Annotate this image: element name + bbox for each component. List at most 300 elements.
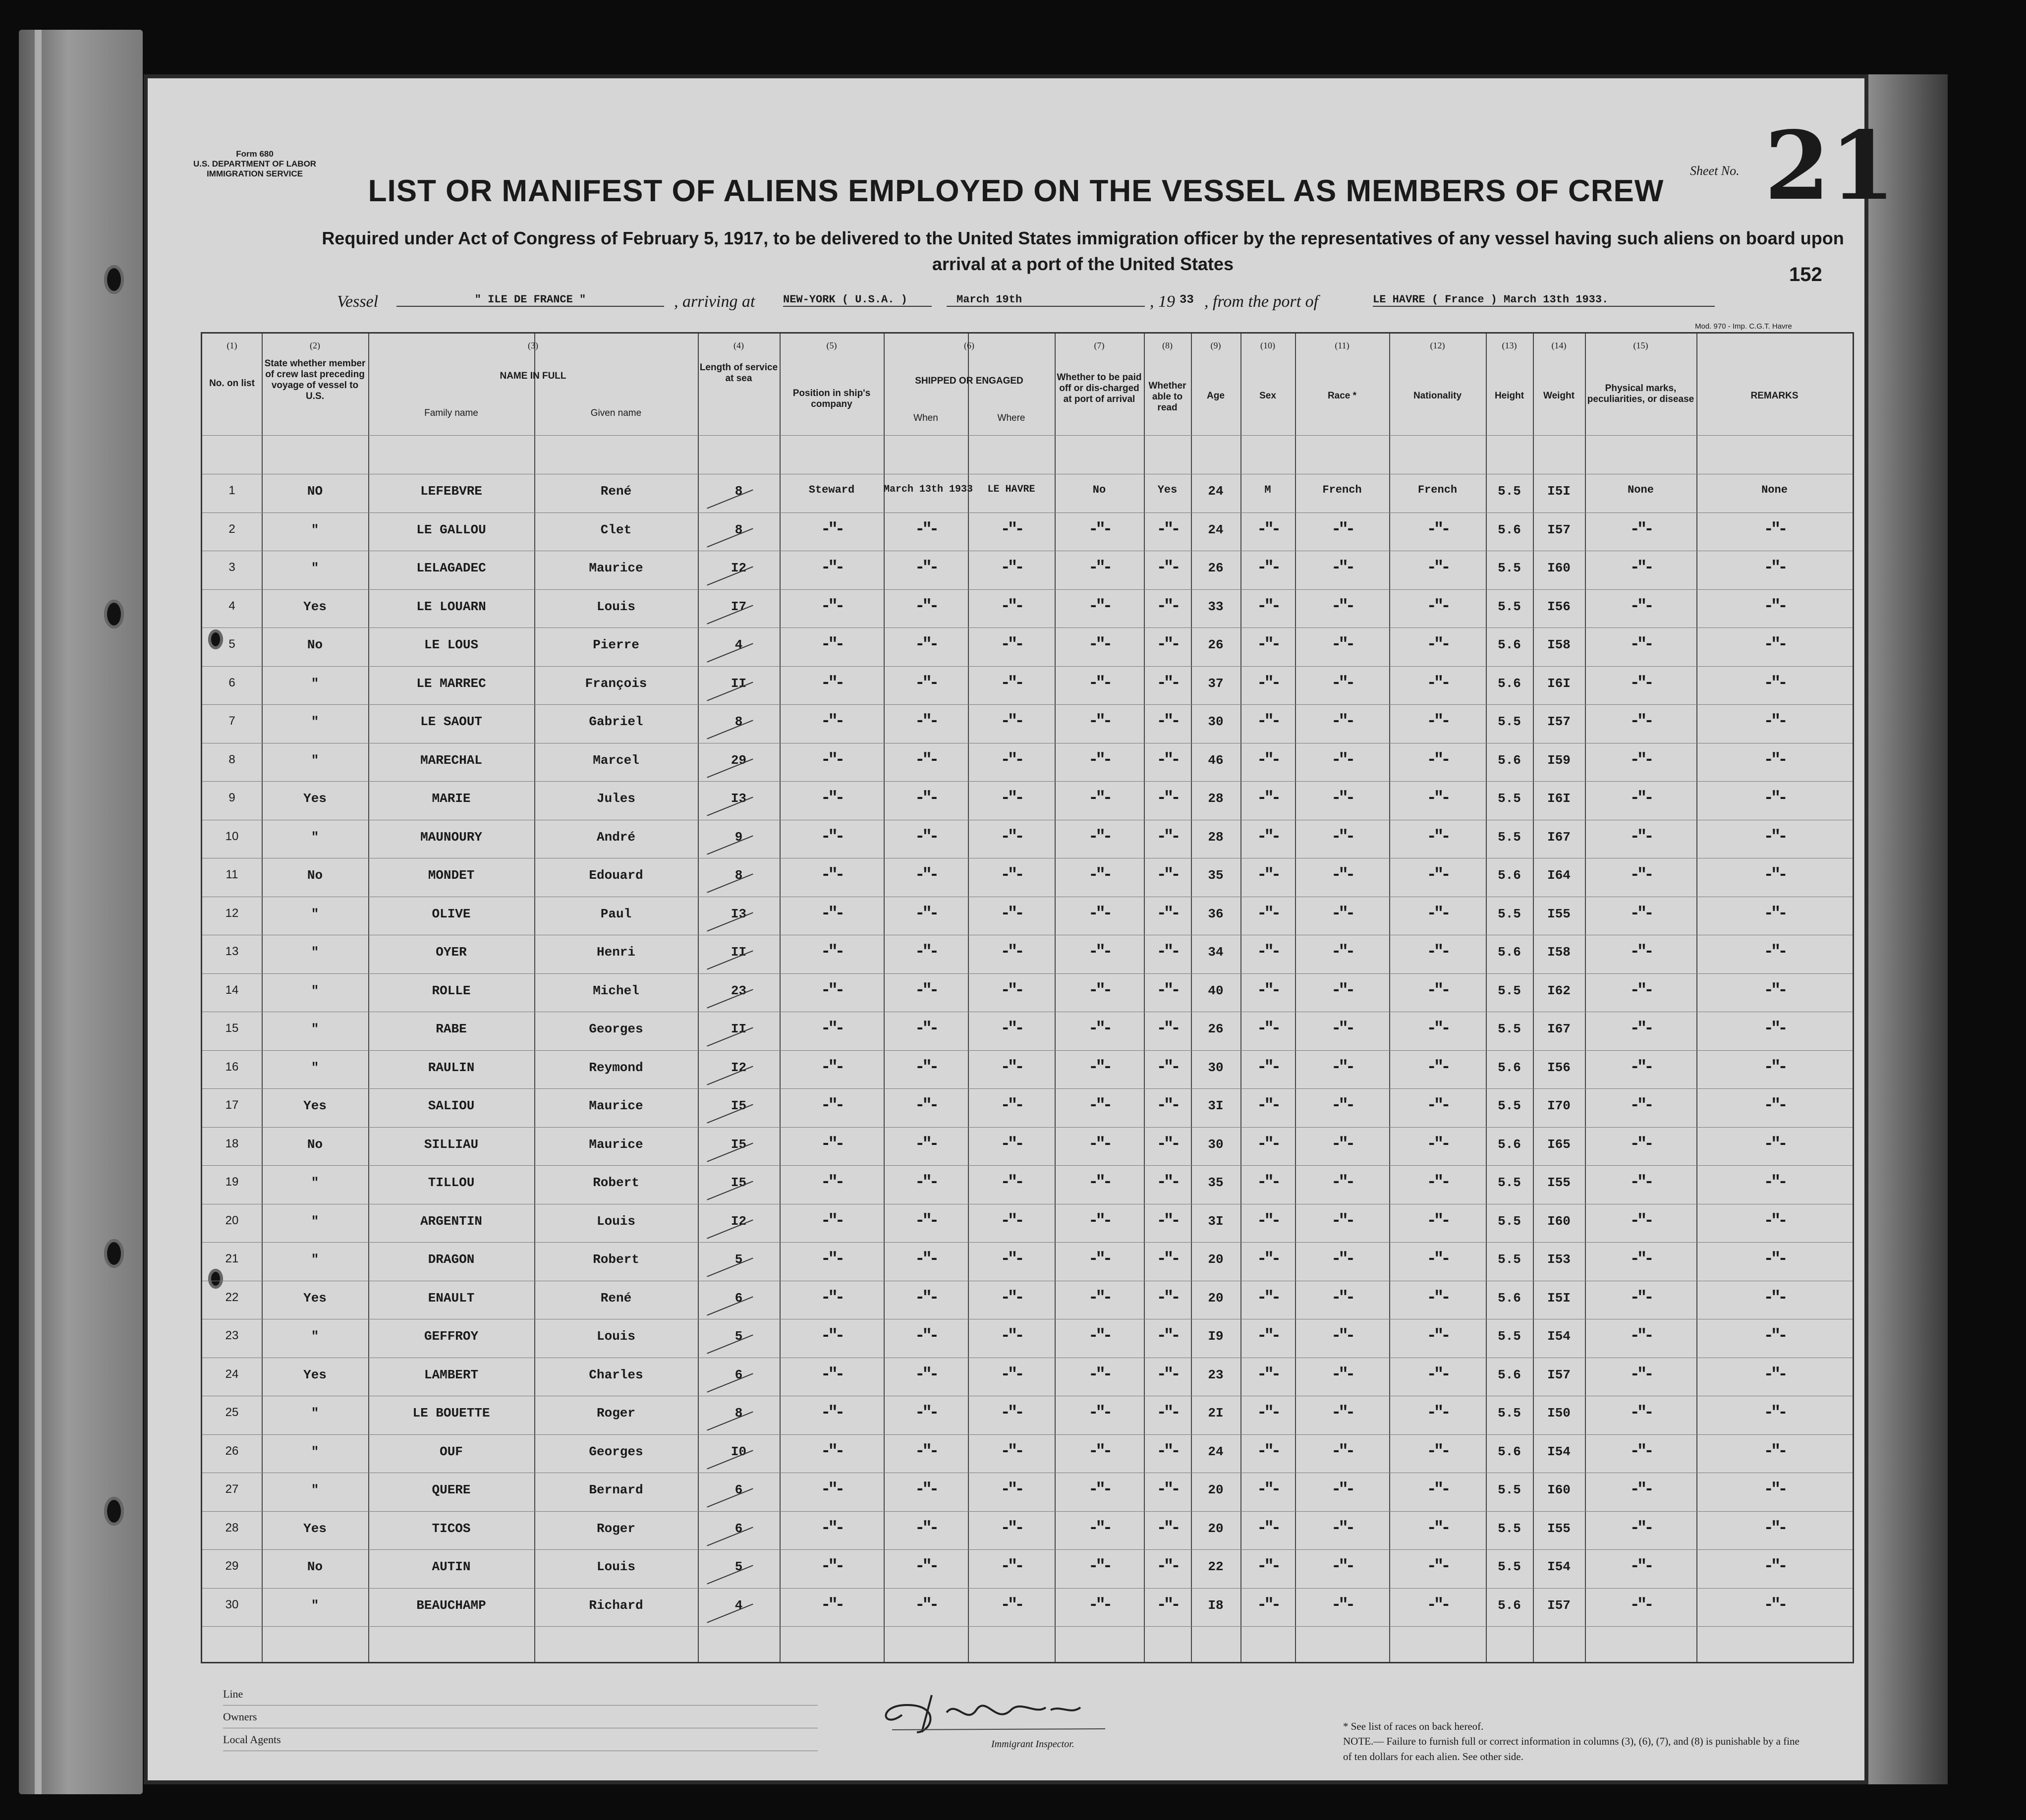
ditto-mark: -"-: [1426, 712, 1448, 731]
ditto-mark: -"-: [915, 1327, 937, 1346]
ditto-mark: -"-: [1331, 1557, 1353, 1576]
cell-family: LE GALLOU: [416, 522, 486, 537]
col-number: (4): [733, 341, 744, 350]
cell-weight: I57: [1547, 522, 1571, 537]
ditto-mark: -"-: [1630, 1288, 1651, 1308]
cell-family: RABE: [436, 1022, 467, 1036]
ditto-mark: -"-: [1088, 943, 1110, 962]
ditto-mark: -"-: [821, 789, 843, 808]
cell-age: 24: [1208, 484, 1224, 499]
ditto-mark: -"-: [1763, 1595, 1785, 1615]
ditto-mark: -"-: [1000, 1557, 1022, 1576]
ditto-mark: -"-: [1257, 789, 1279, 808]
ditto-mark: -"-: [1156, 1211, 1178, 1231]
cell-service: 4: [734, 1597, 743, 1613]
line-label: Line: [223, 1683, 818, 1706]
ditto-mark: -"-: [1088, 635, 1110, 654]
header-given-name: Given name: [590, 408, 642, 418]
header-when: When: [913, 413, 938, 423]
page-subtitle: Required under Act of Congress of February 5, 1917, to be delivered to the United States immigration officer by the representatives of any vessel having such aliens on board upon arrival at a port of the United States: [322, 228, 1844, 275]
cell-service: 6: [734, 1290, 743, 1306]
column-rule: [1696, 334, 1697, 1662]
cell-service: 6: [734, 1521, 743, 1536]
cell-position: Steward: [808, 484, 855, 496]
ditto-mark: -"-: [1630, 1096, 1651, 1115]
cell-age: 3I: [1208, 1098, 1224, 1113]
cell-no: 17: [225, 1098, 239, 1112]
ditto-mark: -"-: [1426, 1096, 1448, 1115]
cell-family: BEAUCHAMP: [416, 1597, 486, 1613]
ditto-mark: -"-: [1763, 981, 1785, 1000]
ditto-mark: -"-: [821, 1058, 843, 1077]
ditto-mark: -"-: [1331, 635, 1353, 654]
ditto-mark: -"-: [915, 1020, 937, 1038]
cell-age: 30: [1208, 714, 1224, 729]
cell-weight: I5I: [1547, 484, 1571, 499]
ditto-mark: -"-: [1630, 1250, 1651, 1269]
ditto-mark: -"-: [1763, 1096, 1785, 1115]
ditto-mark: -"-: [1630, 1595, 1651, 1615]
cell-state: No: [307, 1137, 323, 1152]
ditto-mark: -"-: [821, 943, 843, 962]
cell-no: 2: [228, 522, 235, 536]
ditto-mark: -"-: [1331, 712, 1353, 731]
cell-age: 20: [1208, 1290, 1224, 1306]
ditto-mark: -"-: [821, 559, 843, 577]
cell-given: Pierre: [593, 637, 639, 652]
ditto-mark: -"-: [1331, 1327, 1353, 1346]
ditto-mark: -"-: [915, 1480, 937, 1499]
cell-state: No: [307, 868, 323, 883]
vessel-line: [337, 292, 1873, 317]
ditto-mark: -"-: [1000, 943, 1022, 962]
ditto-mark: -"-: [1000, 1327, 1022, 1346]
ditto-mark: -"-: [1426, 943, 1448, 962]
cell-state: Yes: [303, 1098, 327, 1113]
ditto-mark: -"-: [1426, 635, 1448, 654]
ditto-mark: -"-: [1156, 1442, 1178, 1461]
cell-service: II: [731, 676, 747, 691]
row-rule: [202, 1088, 1853, 1089]
row-rule: [202, 1434, 1853, 1435]
ditto-mark: -"-: [1331, 904, 1353, 923]
column-rule: [1295, 334, 1296, 1662]
cell-age: 26: [1208, 1022, 1224, 1036]
row-rule: [202, 973, 1853, 974]
ditto-mark: -"-: [1426, 1250, 1448, 1269]
cell-weight: I57: [1547, 1597, 1571, 1613]
cell-service: II: [731, 1022, 747, 1036]
ditto-mark: -"-: [1257, 981, 1279, 1000]
cell-weight: I55: [1547, 1521, 1571, 1536]
cell-weight: I60: [1547, 1482, 1571, 1497]
ditto-mark: -"-: [1000, 827, 1022, 847]
cell-service: I3: [731, 906, 747, 921]
cell-service: 5: [734, 1559, 743, 1574]
ditto-mark: -"-: [1763, 1327, 1785, 1346]
column-rule: [968, 334, 969, 1662]
ditto-mark: -"-: [821, 712, 843, 731]
header-sex: Sex: [1259, 391, 1276, 401]
col-number: (14): [1551, 341, 1567, 350]
cell-family: LE SAOUT: [420, 714, 482, 729]
ditto-mark: -"-: [915, 635, 937, 654]
cell-state: ": [311, 1597, 319, 1613]
cell-age: 37: [1208, 676, 1224, 691]
cell-age: 30: [1208, 1137, 1224, 1152]
ditto-mark: -"-: [915, 712, 937, 731]
cell-given: François: [585, 676, 647, 691]
header-paid-off: Whether to be paid off or dis-charged at port of arrival: [1057, 372, 1142, 404]
ditto-mark: -"-: [1156, 827, 1178, 847]
ditto-mark: -"-: [1000, 866, 1022, 885]
cell-no: 5: [228, 637, 235, 651]
cell-family: TICOS: [432, 1521, 471, 1536]
cell-family: LAMBERT: [424, 1367, 479, 1382]
cell-height: 5.5: [1498, 1022, 1521, 1036]
owners-label: Owners: [223, 1706, 818, 1728]
cell-family: LELAGADEC: [416, 561, 486, 575]
ditto-mark: -"-: [1630, 789, 1651, 808]
ditto-mark: -"-: [1630, 1211, 1651, 1231]
cell-age: 20: [1208, 1482, 1224, 1497]
ditto-mark: -"-: [1763, 827, 1785, 847]
ditto-mark: -"-: [915, 1442, 937, 1461]
ditto-mark: -"-: [1763, 1365, 1785, 1384]
cell-age: 26: [1208, 561, 1224, 575]
cell-given: Michel: [593, 983, 639, 998]
ditto-mark: -"-: [1156, 1058, 1178, 1077]
ditto-mark: -"-: [1426, 1020, 1448, 1038]
ditto-mark: -"-: [1156, 866, 1178, 885]
ditto-mark: -"-: [1000, 712, 1022, 731]
ditto-mark: -"-: [1426, 1365, 1448, 1384]
from-port: LE HAVRE ( France ) March 13th 1933.: [1373, 293, 1715, 307]
cell-no: 30: [225, 1597, 239, 1611]
cell-weight: I54: [1547, 1559, 1571, 1574]
cell-state: ": [311, 561, 319, 575]
ditto-mark: -"-: [1763, 1211, 1785, 1231]
ditto-mark: -"-: [1088, 1404, 1110, 1422]
ditto-mark: -"-: [1426, 559, 1448, 577]
cell-height: 5.5: [1498, 1252, 1521, 1267]
ditto-mark: -"-: [915, 1557, 937, 1576]
cell-age: 20: [1208, 1252, 1224, 1267]
column-rule: [1144, 334, 1145, 1662]
ditto-mark: -"-: [1000, 520, 1022, 539]
column-rule: [1389, 334, 1390, 1662]
ditto-mark: -"-: [1763, 1058, 1785, 1077]
header-age: Age: [1207, 391, 1225, 401]
cell-no: 25: [225, 1406, 239, 1419]
cell-age: 3I: [1208, 1213, 1224, 1229]
ditto-mark: -"-: [821, 1250, 843, 1269]
col-number: (15): [1633, 341, 1648, 350]
ditto-mark: -"-: [821, 1519, 843, 1538]
cell-age: 33: [1208, 599, 1224, 614]
row-rule: [202, 435, 1853, 436]
ditto-mark: -"-: [915, 789, 937, 808]
ditto-mark: -"-: [915, 1595, 937, 1615]
cell-weight: I5I: [1547, 1290, 1571, 1306]
col-number: (11): [1335, 341, 1350, 350]
col-number: (1): [226, 341, 237, 350]
cell-service: 5: [734, 1252, 743, 1267]
ditto-mark: -"-: [1000, 559, 1022, 577]
ditto-mark: -"-: [1630, 1020, 1651, 1038]
ditto-mark: -"-: [1257, 750, 1279, 770]
col-number: (7): [1094, 341, 1105, 350]
cell-height: 5.5: [1498, 1329, 1521, 1344]
cell-height: 5.6: [1498, 522, 1521, 537]
cell-state: Yes: [303, 599, 327, 614]
cell-given: Georges: [589, 1444, 643, 1459]
cell-state: No: [307, 1559, 323, 1574]
cell-given: Clet: [600, 522, 632, 537]
cell-service: 29: [731, 752, 747, 768]
ditto-mark: -"-: [1763, 1480, 1785, 1499]
cell-given: Roger: [596, 1406, 635, 1421]
row-rule: [202, 512, 1853, 513]
cell-state: ": [311, 906, 319, 921]
row-rule: [202, 1588, 1853, 1589]
cell-no: 12: [225, 906, 239, 920]
ditto-mark: -"-: [1088, 866, 1110, 885]
ditto-mark: -"-: [1088, 1442, 1110, 1461]
ditto-mark: -"-: [821, 1404, 843, 1422]
cell-family: LE MARREC: [416, 676, 486, 691]
cell-state: ": [311, 714, 319, 729]
ditto-mark: -"-: [1000, 1096, 1022, 1115]
cell-height: 5.6: [1498, 1597, 1521, 1613]
cell-weight: I67: [1547, 829, 1571, 845]
ditto-mark: -"-: [1088, 1288, 1110, 1308]
ditto-mark: -"-: [1331, 1173, 1353, 1192]
header-physical-marks: Physical marks, peculiarities, or disease: [1587, 383, 1694, 404]
cell-service: 8: [734, 868, 743, 883]
cell-given: Maurice: [589, 561, 643, 575]
ditto-mark: -"-: [1331, 559, 1353, 577]
ditto-mark: -"-: [1630, 1135, 1651, 1154]
footer-labels: [223, 1683, 818, 1751]
ditto-mark: -"-: [1426, 981, 1448, 1000]
ditto-mark: -"-: [1257, 1327, 1279, 1346]
cell-given: Reymond: [589, 1060, 643, 1075]
cell-state: ": [311, 1175, 319, 1190]
ditto-mark: -"-: [1630, 981, 1651, 1000]
header-shipped-engaged: SHIPPED OR ENGAGED: [915, 376, 1023, 386]
ditto-mark: -"-: [1156, 981, 1178, 1000]
ditto-mark: -"-: [1088, 981, 1110, 1000]
ditto-mark: -"-: [1257, 559, 1279, 577]
punch-hole: [104, 1497, 124, 1526]
ditto-mark: -"-: [821, 827, 843, 847]
ditto-mark: -"-: [1426, 597, 1448, 616]
ditto-mark: -"-: [821, 1557, 843, 1576]
ditto-mark: -"-: [1763, 674, 1785, 693]
cell-state: No: [307, 637, 323, 652]
cell-state: ": [311, 1213, 319, 1229]
cell-no: 13: [225, 945, 239, 958]
ditto-mark: -"-: [1257, 635, 1279, 654]
ditto-mark: -"-: [821, 1020, 843, 1038]
cell-weight: I67: [1547, 1022, 1571, 1036]
cell-height: 5.5: [1498, 484, 1521, 499]
cell-weight: I65: [1547, 1137, 1571, 1152]
cell-weight: I56: [1547, 599, 1571, 614]
ditto-mark: -"-: [1000, 904, 1022, 923]
ditto-mark: -"-: [915, 981, 937, 1000]
ditto-mark: -"-: [1156, 712, 1178, 731]
ditto-mark: -"-: [915, 1404, 937, 1422]
ditto-mark: -"-: [1156, 1365, 1178, 1384]
ditto-mark: -"-: [1630, 674, 1651, 693]
ditto-mark: -"-: [1331, 1404, 1353, 1422]
header-weight: Weight: [1543, 391, 1575, 401]
col-number: (5): [826, 341, 837, 350]
ditto-mark: -"-: [1331, 1020, 1353, 1038]
ditto-mark: -"-: [821, 674, 843, 693]
year-prefix: , 19: [1150, 292, 1175, 311]
cell-age: 26: [1208, 637, 1224, 652]
cell-family: OUF: [440, 1444, 463, 1459]
ditto-mark: -"-: [1630, 597, 1651, 616]
ditto-mark: -"-: [1088, 559, 1110, 577]
cell-given: Robert: [593, 1252, 639, 1267]
crew-manifest-table: [201, 332, 1854, 1663]
cell-service: 8: [734, 522, 743, 537]
ditto-mark: -"-: [1763, 1404, 1785, 1422]
ditto-mark: -"-: [1156, 789, 1178, 808]
ditto-mark: -"-: [1763, 943, 1785, 962]
cell-weight: I59: [1547, 752, 1571, 768]
cell-height: 5.6: [1498, 1367, 1521, 1382]
ditto-mark: -"-: [1156, 750, 1178, 770]
cell-no: 24: [225, 1367, 239, 1381]
cell-state: ": [311, 1022, 319, 1036]
cell-age: 28: [1208, 829, 1224, 845]
header-position: Position in ship's company: [792, 388, 871, 409]
row-rule: [202, 704, 1853, 705]
ditto-mark: -"-: [1088, 1557, 1110, 1576]
ditto-mark: -"-: [915, 1250, 937, 1269]
col-number: (6): [964, 341, 974, 350]
cell-weight: I70: [1547, 1098, 1571, 1113]
ditto-mark: -"-: [1257, 866, 1279, 885]
row-rule: [202, 1626, 1853, 1627]
header-where: Where: [997, 413, 1025, 423]
ditto-mark: -"-: [1088, 1173, 1110, 1192]
cell-service: I2: [731, 1060, 747, 1075]
ditto-mark: -"-: [1331, 1135, 1353, 1154]
ditto-mark: -"-: [915, 866, 937, 885]
ditto-mark: -"-: [1426, 789, 1448, 808]
ditto-mark: -"-: [1257, 1135, 1279, 1154]
ditto-mark: -"-: [1426, 1519, 1448, 1538]
ditto-mark: -"-: [1763, 1519, 1785, 1538]
ditto-mark: -"-: [1257, 520, 1279, 539]
cell-weight: I60: [1547, 561, 1571, 575]
ditto-mark: -"-: [1000, 1595, 1022, 1615]
ditto-mark: -"-: [1000, 674, 1022, 693]
ditto-mark: -"-: [1630, 750, 1651, 770]
ditto-mark: -"-: [1000, 789, 1022, 808]
ditto-mark: -"-: [1630, 866, 1651, 885]
ditto-mark: -"-: [1156, 520, 1178, 539]
binder-edge: [19, 30, 143, 1794]
ditto-mark: -"-: [1331, 1250, 1353, 1269]
row-rule: [202, 1549, 1853, 1550]
ditto-mark: -"-: [1088, 1365, 1110, 1384]
cell-height: 5.5: [1498, 791, 1521, 806]
cell-family: LE LOUARN: [416, 599, 486, 614]
col-number: (2): [310, 341, 320, 350]
vessel-name: " ILE DE FRANCE ": [396, 293, 664, 307]
department-name: U.S. DEPARTMENT OF LABOR: [193, 159, 317, 169]
ditto-mark: -"-: [1331, 789, 1353, 808]
ditto-mark: -"-: [1000, 750, 1022, 770]
row-rule: [202, 781, 1853, 782]
ditto-mark: -"-: [1088, 1519, 1110, 1538]
cell-family: MARIE: [432, 791, 471, 806]
cell-height: 5.6: [1498, 1444, 1521, 1459]
ditto-mark: -"-: [1331, 1595, 1353, 1615]
cell-given: Paul: [600, 906, 632, 921]
cell-no: 11: [225, 868, 238, 881]
ditto-mark: -"-: [915, 1288, 937, 1308]
cell-age: 22: [1208, 1559, 1224, 1574]
vessel-label: Vessel: [337, 292, 379, 311]
cell-family: TILLOU: [428, 1175, 475, 1190]
ditto-mark: -"-: [821, 520, 843, 539]
ditto-mark: -"-: [1000, 635, 1022, 654]
ditto-mark: -"-: [1257, 1519, 1279, 1538]
ditto-mark: -"-: [1763, 635, 1785, 654]
cell-service: I2: [731, 561, 747, 575]
cell-weight: I50: [1547, 1406, 1571, 1421]
ditto-mark: -"-: [1156, 1327, 1178, 1346]
form-identifier: [193, 149, 316, 179]
cell-no: 19: [225, 1175, 239, 1189]
ditto-mark: -"-: [1426, 1173, 1448, 1192]
cell-state: ": [311, 983, 319, 998]
ditto-mark: -"-: [1426, 520, 1448, 539]
cell-age: 20: [1208, 1521, 1224, 1536]
ditto-mark: -"-: [915, 520, 937, 539]
ditto-mark: -"-: [1763, 1020, 1785, 1038]
cell-no: 1: [228, 484, 235, 497]
ditto-mark: -"-: [915, 559, 937, 577]
cell-given: René: [600, 1290, 632, 1306]
cell-service: I3: [731, 791, 747, 806]
ditto-mark: -"-: [1331, 1480, 1353, 1499]
cell-family: LE LOUS: [424, 637, 479, 652]
cell-weight: I56: [1547, 1060, 1571, 1075]
cell-given: Gabriel: [589, 714, 643, 729]
ditto-mark: -"-: [1763, 789, 1785, 808]
ditto-mark: -"-: [1156, 1173, 1178, 1192]
cell-no: 29: [225, 1559, 239, 1573]
races-note: * See list of races on back hereof.: [1343, 1720, 1484, 1732]
cell-physical: None: [1628, 484, 1654, 496]
ditto-mark: -"-: [1630, 559, 1651, 577]
column-rule: [780, 334, 781, 1662]
cell-service: 4: [734, 637, 743, 652]
ditto-mark: -"-: [1000, 1135, 1022, 1154]
cell-given: Marcel: [593, 752, 639, 768]
sheet-label: Sheet No.: [1690, 164, 1740, 178]
ditto-mark: -"-: [821, 1135, 843, 1154]
